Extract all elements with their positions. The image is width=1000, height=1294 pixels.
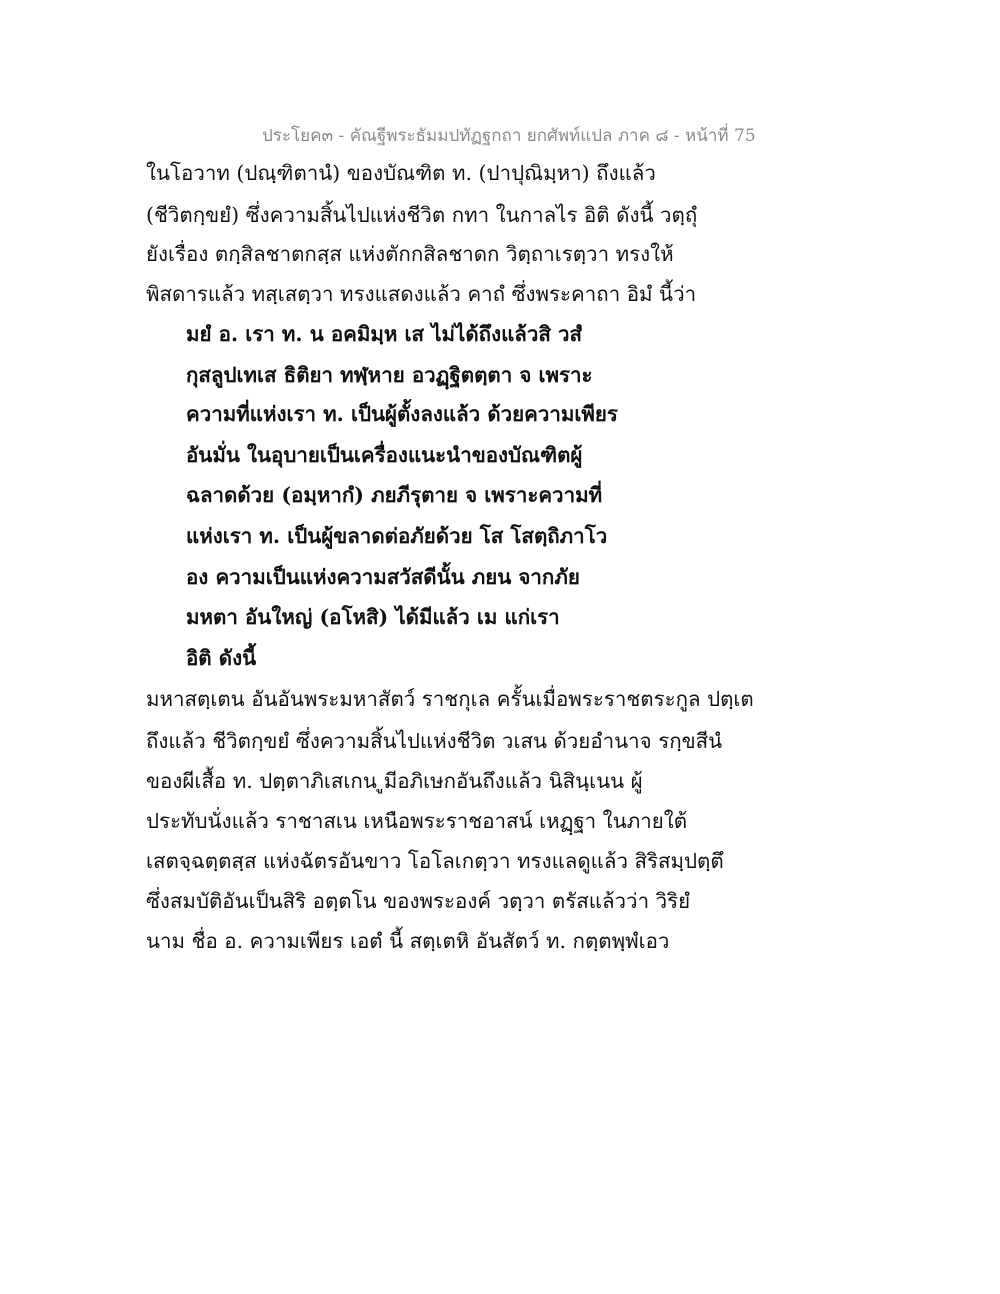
verse-line: อง ความเป็นแห่งความสวัสดีนั้น ภยน จากภัย — [186, 565, 580, 589]
running-header: ประโยค๓ - คัณฐีพระธัมมปทัฏฐกถา ยกศัพท์แปล ภาค ๘ - หน้าที่ 75 — [262, 126, 756, 146]
verse-line: มหตา อันใหญ่ (อโหสิ) ได้มีแล้ว เม แก่เรา — [186, 605, 560, 629]
paragraph-2-line: มหาสตฺเตน อันอันพระมหาสัตว์ ราชกุเล ครั้นเมื่อพระราชตระกูล ปตฺเต — [146, 687, 754, 711]
paragraph-2-line: ประทับนั่งแล้ว ราชาสเน เหนือพระราชอาสน์ เหฏฺฐา ในภายใต้ — [146, 809, 688, 833]
paragraph-2-line: ถึงแล้ว ชีวิตกฺขยํ ซึ่งความสิ้นไปแห่งชีวิต วเสน ด้วยอำนาจ รกฺขสีนํ — [146, 729, 723, 753]
paragraph-1-line: ยังเรื่อง ตกฺสิลชาตกสฺส แห่งตักกสิลชาดก วิตฺถาเรตฺวา ทรงให้ — [146, 242, 674, 266]
paragraph-1-line: พิสดารแล้ว ทสฺเสตฺวา ทรงแสดงแล้ว คาถํ ซึ่งพระคาถา อิมํ นี้ว่า — [146, 282, 697, 306]
paragraph-2-line: นาม ชื่อ อ. ความเพียร เอตํ นี้ สตฺเตหิ อันสัตว์ ท. กตฺตพฺพํเอว — [146, 929, 670, 953]
paragraph-2-line: เสตจฺฉตฺตสฺส แห่งฉัตรอันขาว โอโลเกตฺวา ทรงแลดูแล้ว สิริสมฺปตฺตึ — [146, 849, 724, 873]
paragraph-1-line: ในโอวาท (ปณฺฑิตานํ) ของบัณฑิต ท. (ปาปุณิมฺหา) ถึงแล้ว — [146, 161, 656, 185]
paragraph-1-line: (ชีวิตกฺขยํ) ซึ่งความสิ้นไปแห่งชีวิต กทา ในกาลไร อิติ ดังนี้ วตฺถุํ — [146, 203, 698, 227]
verse-line: อิติ ดังนี้ — [186, 646, 257, 670]
paragraph-2-line: ซึ่งสมบัติอันเป็นสิริ อตฺตโน ของพระองค์ วตฺวา ตรัสแล้วว่า วิริยํ — [146, 889, 691, 913]
paragraph-2-line: ของผีเสื้อ ท. ปตฺตาภิเสเกน ูมีอภิเษกอันถึงแล้ว นิสินฺเนน ผู้ — [146, 769, 643, 793]
verse-line: มยํ อ. เรา ท. น อคมิมฺห เส ไม่ได้ถึงแล้วสิ วสํ — [186, 322, 583, 346]
verse-line: ความที่แห่งเรา ท. เป็นผู้ตั้งลงแล้ว ด้วยความเพียร — [186, 402, 618, 426]
verse-line: ฉลาดด้วย (อมฺหากํ) ภยภีรุตาย จ เพราะความที่ — [186, 483, 603, 507]
verse-line: กุสลูปเทเส ธิติยา ทฬฺหาย อวฏฺฐิตตฺตา จ เพราะ — [186, 363, 593, 387]
verse-line: แห่งเรา ท. เป็นผู้ขลาดต่อภัยด้วย โส โสตฺถิภาโว — [186, 524, 608, 548]
verse-line: อันมั่น ในอุบายเป็นเครื่องแนะนำของบัณฑิตผู้ — [186, 443, 583, 467]
